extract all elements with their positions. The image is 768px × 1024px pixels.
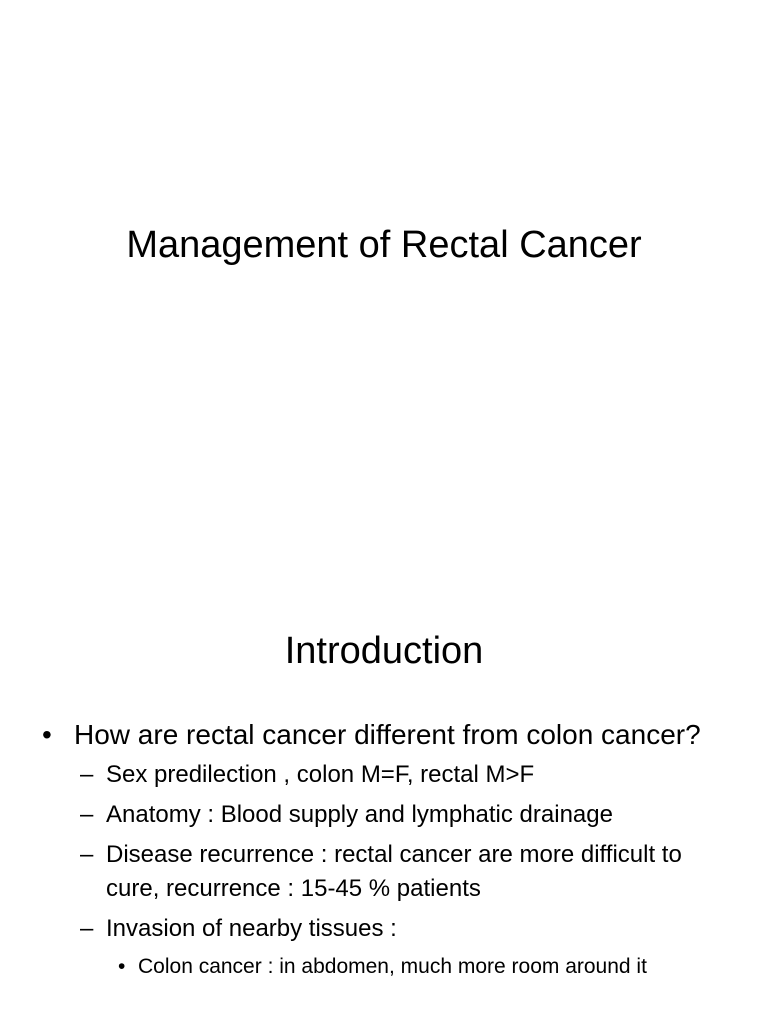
list-item-text: Sex predilection , colon M=F, rectal M>F <box>106 761 535 788</box>
list-item <box>0 758 768 792</box>
list-item <box>0 798 768 832</box>
dash-marker: – <box>80 841 94 868</box>
dash-marker: – <box>80 915 94 942</box>
list-item <box>0 912 768 946</box>
slide-heading: Introduction <box>284 630 484 672</box>
list-item-text: Colon cancer : in abdomen, much more room around it <box>138 955 647 978</box>
list-item-text: How are rectal cancer different from colon cancer? <box>74 719 701 750</box>
dash-marker: – <box>80 761 94 788</box>
bullet-marker: • <box>42 719 52 750</box>
bullet-marker: • <box>118 955 126 978</box>
list-item-text: Anatomy : Blood supply and lymphatic drainage <box>106 801 613 828</box>
introduction-slide <box>0 576 768 1024</box>
dash-marker: – <box>80 801 94 828</box>
list-item <box>0 838 768 906</box>
slide-title: Management of Rectal Cancer <box>126 224 642 266</box>
list-item-text: Disease recurrence : rectal cancer are more difficult to cure, recurrence : 15-45 % patients <box>106 841 682 902</box>
list-item-text: Invasion of nearby tissues : <box>106 915 397 942</box>
bullet-list <box>0 716 768 982</box>
list-item <box>0 716 768 754</box>
list-item <box>0 952 768 982</box>
